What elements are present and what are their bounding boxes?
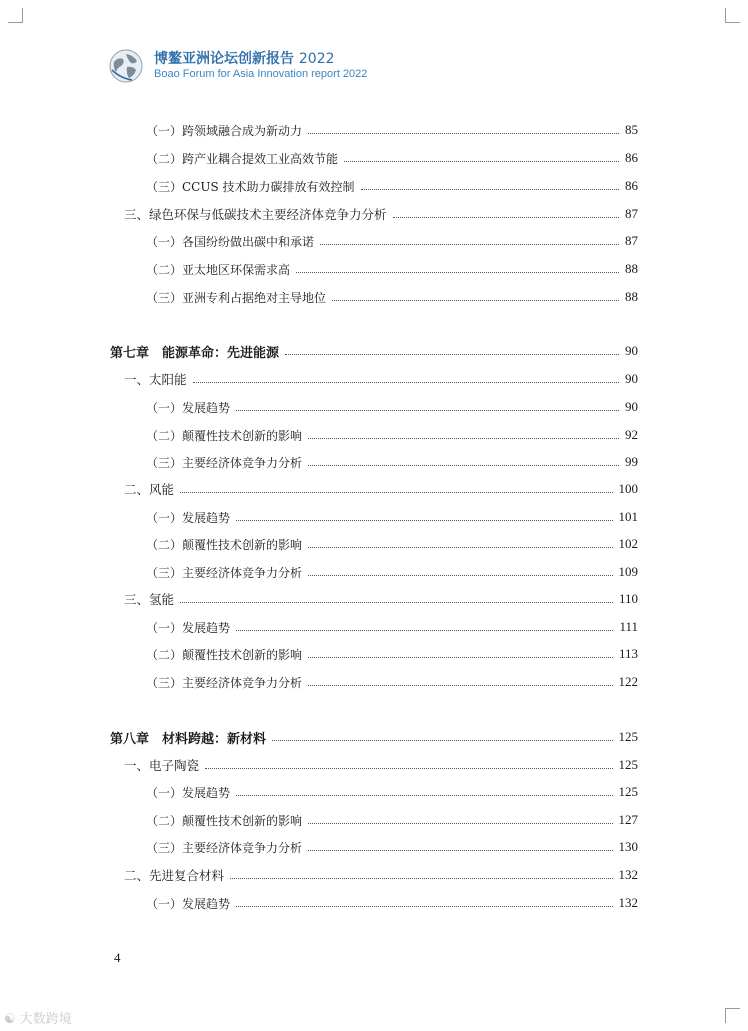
toc-leader-dots [236,409,619,411]
toc-leader-dots [320,243,619,245]
toc-leader-dots [344,160,619,162]
crop-mark-top-right [725,8,740,23]
toc-leader-dots [205,767,612,769]
toc-entry-page: 132 [618,867,638,882]
toc-entry[interactable] [146,837,638,857]
report-year: 2022 [298,51,335,67]
toc-entry[interactable] [146,231,638,251]
toc-entry-page: 86 [625,178,638,193]
toc-chapter-entry[interactable] [110,341,638,361]
toc-entry[interactable] [124,865,638,885]
watermark: ☯ 大数跨境 [4,1012,72,1027]
toc-entry[interactable] [146,259,638,279]
toc-entry-title: 二、风能 [124,482,175,497]
toc-entry-page: 130 [618,839,638,854]
toc-entry[interactable] [146,425,638,445]
toc-entry-title: （二）跨产业耦合提效工业高效节能 [146,151,339,166]
toc-entry[interactable] [146,810,638,830]
toc-entry-page: 90 [625,399,638,414]
toc-leader-dots [308,849,612,851]
toc-leader-dots [361,188,619,190]
page-number: 4 [114,950,121,965]
toc-entry[interactable] [146,617,638,637]
toc-leader-dots [193,381,619,383]
toc-entry-page: 132 [618,895,638,910]
toc-entry-page: 88 [625,289,638,304]
toc-entry-title: 三、氢能 [124,592,175,607]
toc-leader-dots [236,519,612,521]
toc-chapter-entry[interactable] [110,727,638,747]
crop-mark-top-left [8,8,23,23]
toc-entry[interactable] [124,589,638,609]
toc-entry-page: 87 [625,206,638,221]
toc-entry-page: 92 [625,427,638,442]
toc-entry-title: （二）颠覆性技术创新的影响 [146,537,303,552]
crop-mark-bottom-right [725,1008,740,1023]
toc-entry-title: （一）发展趋势 [146,400,231,415]
toc-entry[interactable] [146,507,638,527]
toc-leader-dots [230,877,612,879]
toc-entry-page: 99 [625,454,638,469]
report-title: 博鳌亚洲论坛创新报告 2022 [154,51,335,67]
toc-entry-page: 125 [618,757,638,772]
toc-entry[interactable] [124,479,638,499]
toc-entry-page: 127 [618,812,638,827]
toc-entry-title: （一）发展趋势 [146,510,231,525]
report-header [108,46,468,86]
toc-entry-page: 125 [618,784,638,799]
toc-entry-title: （二）亚太地区环保需求高 [146,262,291,277]
toc-leader-dots [308,546,612,548]
toc-leader-dots [308,656,613,658]
toc-entry-title: （三）主要经济体竞争力分析 [146,840,303,855]
toc-entry-title: （二）颠覆性技术创新的影响 [146,813,303,828]
toc-leader-dots [332,299,619,301]
toc-entry[interactable] [146,644,638,664]
toc-entry-page: 90 [625,371,638,386]
toc-entry[interactable] [146,534,638,554]
toc-leader-dots [308,464,619,466]
toc-leader-dots [296,271,619,273]
toc-entry-page: 100 [618,481,638,496]
toc-entry[interactable] [146,397,638,417]
toc-leader-dots [236,905,612,907]
toc-entry-page: 122 [618,674,638,689]
toc-entry[interactable] [124,755,638,775]
toc-entry[interactable] [146,148,638,168]
toc-entry-title: 三、绿色环保与低碳技术主要经济体竞争力分析 [124,207,387,222]
report-subtitle: Boao Forum for Asia Innovation report 2022 [154,68,368,80]
globe-logo-icon [108,48,144,84]
toc-entry-title: （一）发展趋势 [146,620,231,635]
toc-entry[interactable] [124,369,638,389]
toc-leader-dots [180,491,612,493]
toc-leader-dots [393,216,619,218]
watermark-logo-icon: ☯ [4,1012,20,1027]
toc-entry-page: 102 [618,536,638,551]
toc-entry-title: （一）发展趋势 [146,785,231,800]
toc-leader-dots [308,822,612,824]
toc-entry-page: 90 [625,343,638,358]
toc-leader-dots [308,574,612,576]
toc-entry[interactable] [146,782,638,802]
toc-entry-title: 一、电子陶瓷 [124,758,200,773]
toc-entry-page: 111 [619,619,638,634]
toc-entry-title: （一）跨领域融合成为新动力 [146,123,303,138]
toc-leader-dots [236,794,612,796]
toc-entry-title: （二）颠覆性技术创新的影响 [146,428,303,443]
toc-entry[interactable] [146,562,638,582]
toc-entry-page: 86 [625,150,638,165]
toc-entry-title: （三）主要经济体竞争力分析 [146,675,303,690]
toc-entry-title: （三）CCUS 技术助力碳排放有效控制 [146,179,355,194]
toc-entry-page: 101 [618,509,638,524]
toc-leader-dots [285,353,619,355]
toc-entry[interactable] [146,452,638,472]
toc-entry-title: （三）主要经济体竞争力分析 [146,565,303,580]
toc-entry-page: 109 [618,564,638,579]
toc-entry-page: 110 [618,591,638,606]
toc-entry-title: 二、先进复合材料 [124,868,225,883]
toc-entry-page: 113 [618,646,638,661]
toc-entry[interactable] [146,120,638,140]
toc-leader-dots [308,684,612,686]
toc-entry[interactable] [124,204,638,224]
toc-entry-page: 87 [625,233,638,248]
toc-entry-title: （三）亚洲专利占据绝对主导地位 [146,290,327,305]
toc-entry-page: 88 [625,261,638,276]
toc-entry-title: （一）发展趋势 [146,896,231,911]
toc-entry-title: （二）颠覆性技术创新的影响 [146,647,303,662]
toc-leader-dots [308,132,619,134]
toc-entry[interactable] [146,176,638,196]
toc-leader-dots [308,437,619,439]
toc-entry[interactable] [146,287,638,307]
toc-entry-page: 85 [625,122,638,137]
toc-leader-dots [180,601,613,603]
toc-entry-title: （一）各国纷纷做出碳中和承诺 [146,234,315,249]
toc-entry-title: 一、太阳能 [124,372,187,387]
toc-leader-dots [272,739,612,741]
toc-entry-title: 第七章 能源革命：先进能源 [110,345,280,361]
toc-entry[interactable] [146,672,638,692]
toc-entry[interactable] [146,893,638,913]
toc-entry-page: 125 [618,729,638,744]
toc-leader-dots [236,629,613,631]
toc-entry-title: 第八章 材料跨越：新材料 [110,731,267,747]
toc-entry-title: （三）主要经济体竞争力分析 [146,455,303,470]
